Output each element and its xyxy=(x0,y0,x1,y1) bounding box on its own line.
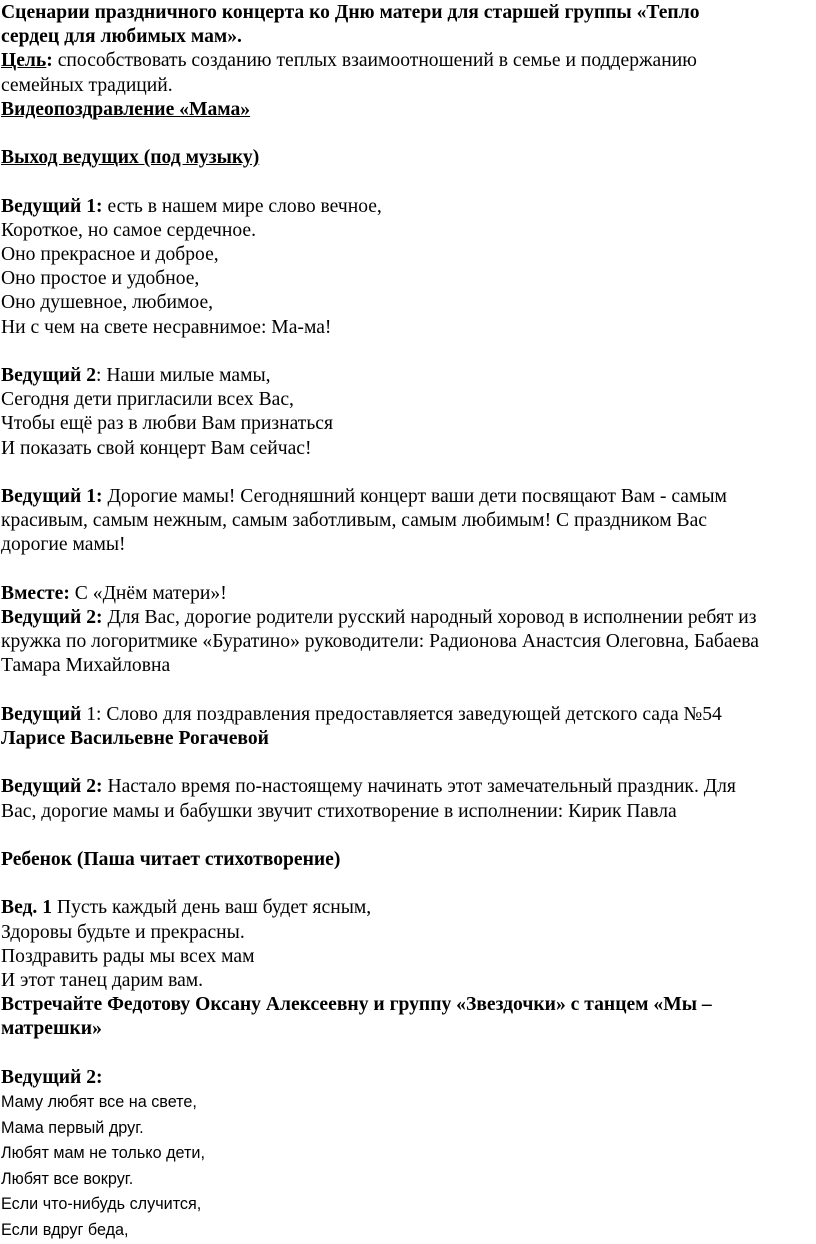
poem-line: Мама первый друг. xyxy=(1,1118,144,1137)
speaker-label: Ведущий 2: xyxy=(1,776,103,798)
speech-line xyxy=(1,485,816,509)
speech-line: красивым, самым нежным, самым заботливым, самым любимым! С праздником Вас xyxy=(1,510,707,532)
speech-line: Тамара Михайловна xyxy=(1,655,171,677)
speech-line: Короткое, но самое сердечное. xyxy=(1,219,257,241)
speech-text: Для Вас, дорогие родители русский народный хоровод в исполнении ребят из xyxy=(102,607,757,628)
goal-label: Цель xyxy=(1,50,47,72)
speech-text: : Наши милые мамы, xyxy=(96,365,271,386)
spacer xyxy=(1,170,816,194)
spacer xyxy=(1,824,816,848)
speech-line xyxy=(1,195,816,219)
speaker-label: Ведущий 1: xyxy=(1,486,103,507)
speech-line: Чтобы ещё раз в любви Вам признаться xyxy=(1,413,334,435)
speech-line: Здоровы будьте и прекрасны. xyxy=(1,921,245,943)
speaker-label: Ведущий 2: xyxy=(1,607,103,628)
spacer xyxy=(1,751,816,775)
speech-line: дорогие мамы! xyxy=(1,534,126,556)
speech-line: Оно простое и удобное, xyxy=(1,268,200,290)
spacer xyxy=(1,340,816,364)
speech-text: Дорогие мамы! Сегодняшний концерт ваши дети посвящают Вам - самым xyxy=(102,486,727,507)
spacer xyxy=(1,122,816,146)
announcement-line: Встречайте Федотову Оксану Алексеевну и группу «Звездочки» с танцем «Мы – xyxy=(1,994,712,1016)
speaker-label: Вед. 1 xyxy=(1,897,53,919)
speech-line: Поздравить рады мы всех мам xyxy=(1,945,255,967)
speech-text: есть в нашем мире слово вечное, xyxy=(102,195,382,217)
speaker-label: Ведущий 2: xyxy=(1,1066,103,1088)
speaker-label: Вместе: xyxy=(1,582,70,604)
speech-line: Вас, дорогие мамы и бабушки звучит стихотворение в исполнении: Кирик Павла xyxy=(1,800,677,822)
poem-line: Любят все вокруг. xyxy=(1,1169,134,1188)
speech-line: Сегодня дети пригласили всех Вас, xyxy=(1,389,294,411)
goal-colon: : xyxy=(46,50,53,72)
poem-line: Если что-нибудь случится, xyxy=(1,1195,202,1214)
spacer xyxy=(1,1042,816,1066)
spacer xyxy=(1,558,816,582)
video-heading: Видеопоздравление «Мама» xyxy=(1,98,251,120)
speech-line xyxy=(1,703,816,727)
spacer xyxy=(1,872,816,896)
speaker-label: Ведущий 2 xyxy=(1,365,97,386)
document-title-line: Сценарии праздничного концерта ко Дню матери для старшей группы «Тепло xyxy=(1,2,700,23)
speech-line: кружка по логоритмике «Буратино» руководители: Радионова Анастсия Олеговна, Бабаева xyxy=(1,631,759,653)
speech-line: И этот танец дарим вам. xyxy=(1,969,204,991)
speech-line: Оно прекрасное и доброе, xyxy=(1,244,219,265)
speech-text: Пусть каждый день ваш будет ясным, xyxy=(52,897,372,919)
speech-line xyxy=(1,582,816,606)
speech-line: И показать свой концерт Вам сейчас! xyxy=(1,437,312,459)
speech-text: 1: Слово для поздравления предоставляется заведующей детского сада №54 xyxy=(81,703,722,725)
speech-line: Ни с чем на свете несравнимое: Ма-ма! xyxy=(1,316,332,338)
child-heading: Ребенок (Паша читает стихотворение) xyxy=(1,848,341,870)
poem-line: Если вдруг беда, xyxy=(1,1220,129,1239)
exit-heading: Выход ведущих (под музыку) xyxy=(1,147,260,169)
goal-text: семейных традиций. xyxy=(1,74,173,96)
speech-line xyxy=(1,606,816,630)
speech-line: Оно душевное, любимое, xyxy=(1,292,214,314)
goal-line xyxy=(1,49,816,73)
speaker-label: Ведущий 1: xyxy=(1,195,103,217)
speech-text: Настало время по-настоящему начинать этот замечательный праздник. Для xyxy=(102,776,736,798)
goal-text: способствовать созданию теплых взаимоотношений в семье и поддержанию xyxy=(52,50,697,72)
spacer xyxy=(1,679,816,703)
speaker-label: Ведущий xyxy=(1,703,82,725)
speech-line xyxy=(1,775,816,799)
spacer xyxy=(1,461,816,485)
document-title-line: сердец для любимых мам». xyxy=(1,26,242,48)
announcement-line: матрешки» xyxy=(1,1018,102,1040)
speech-line xyxy=(1,896,816,920)
speech-line xyxy=(1,364,816,388)
speech-text: С «Днём матери»! xyxy=(69,582,227,604)
poem-line: Маму любят все на свете, xyxy=(1,1092,197,1111)
poem-line: Любят мам не только дети, xyxy=(1,1144,205,1163)
speech-line: Ларисе Васильевне Рогачевой xyxy=(1,728,269,749)
